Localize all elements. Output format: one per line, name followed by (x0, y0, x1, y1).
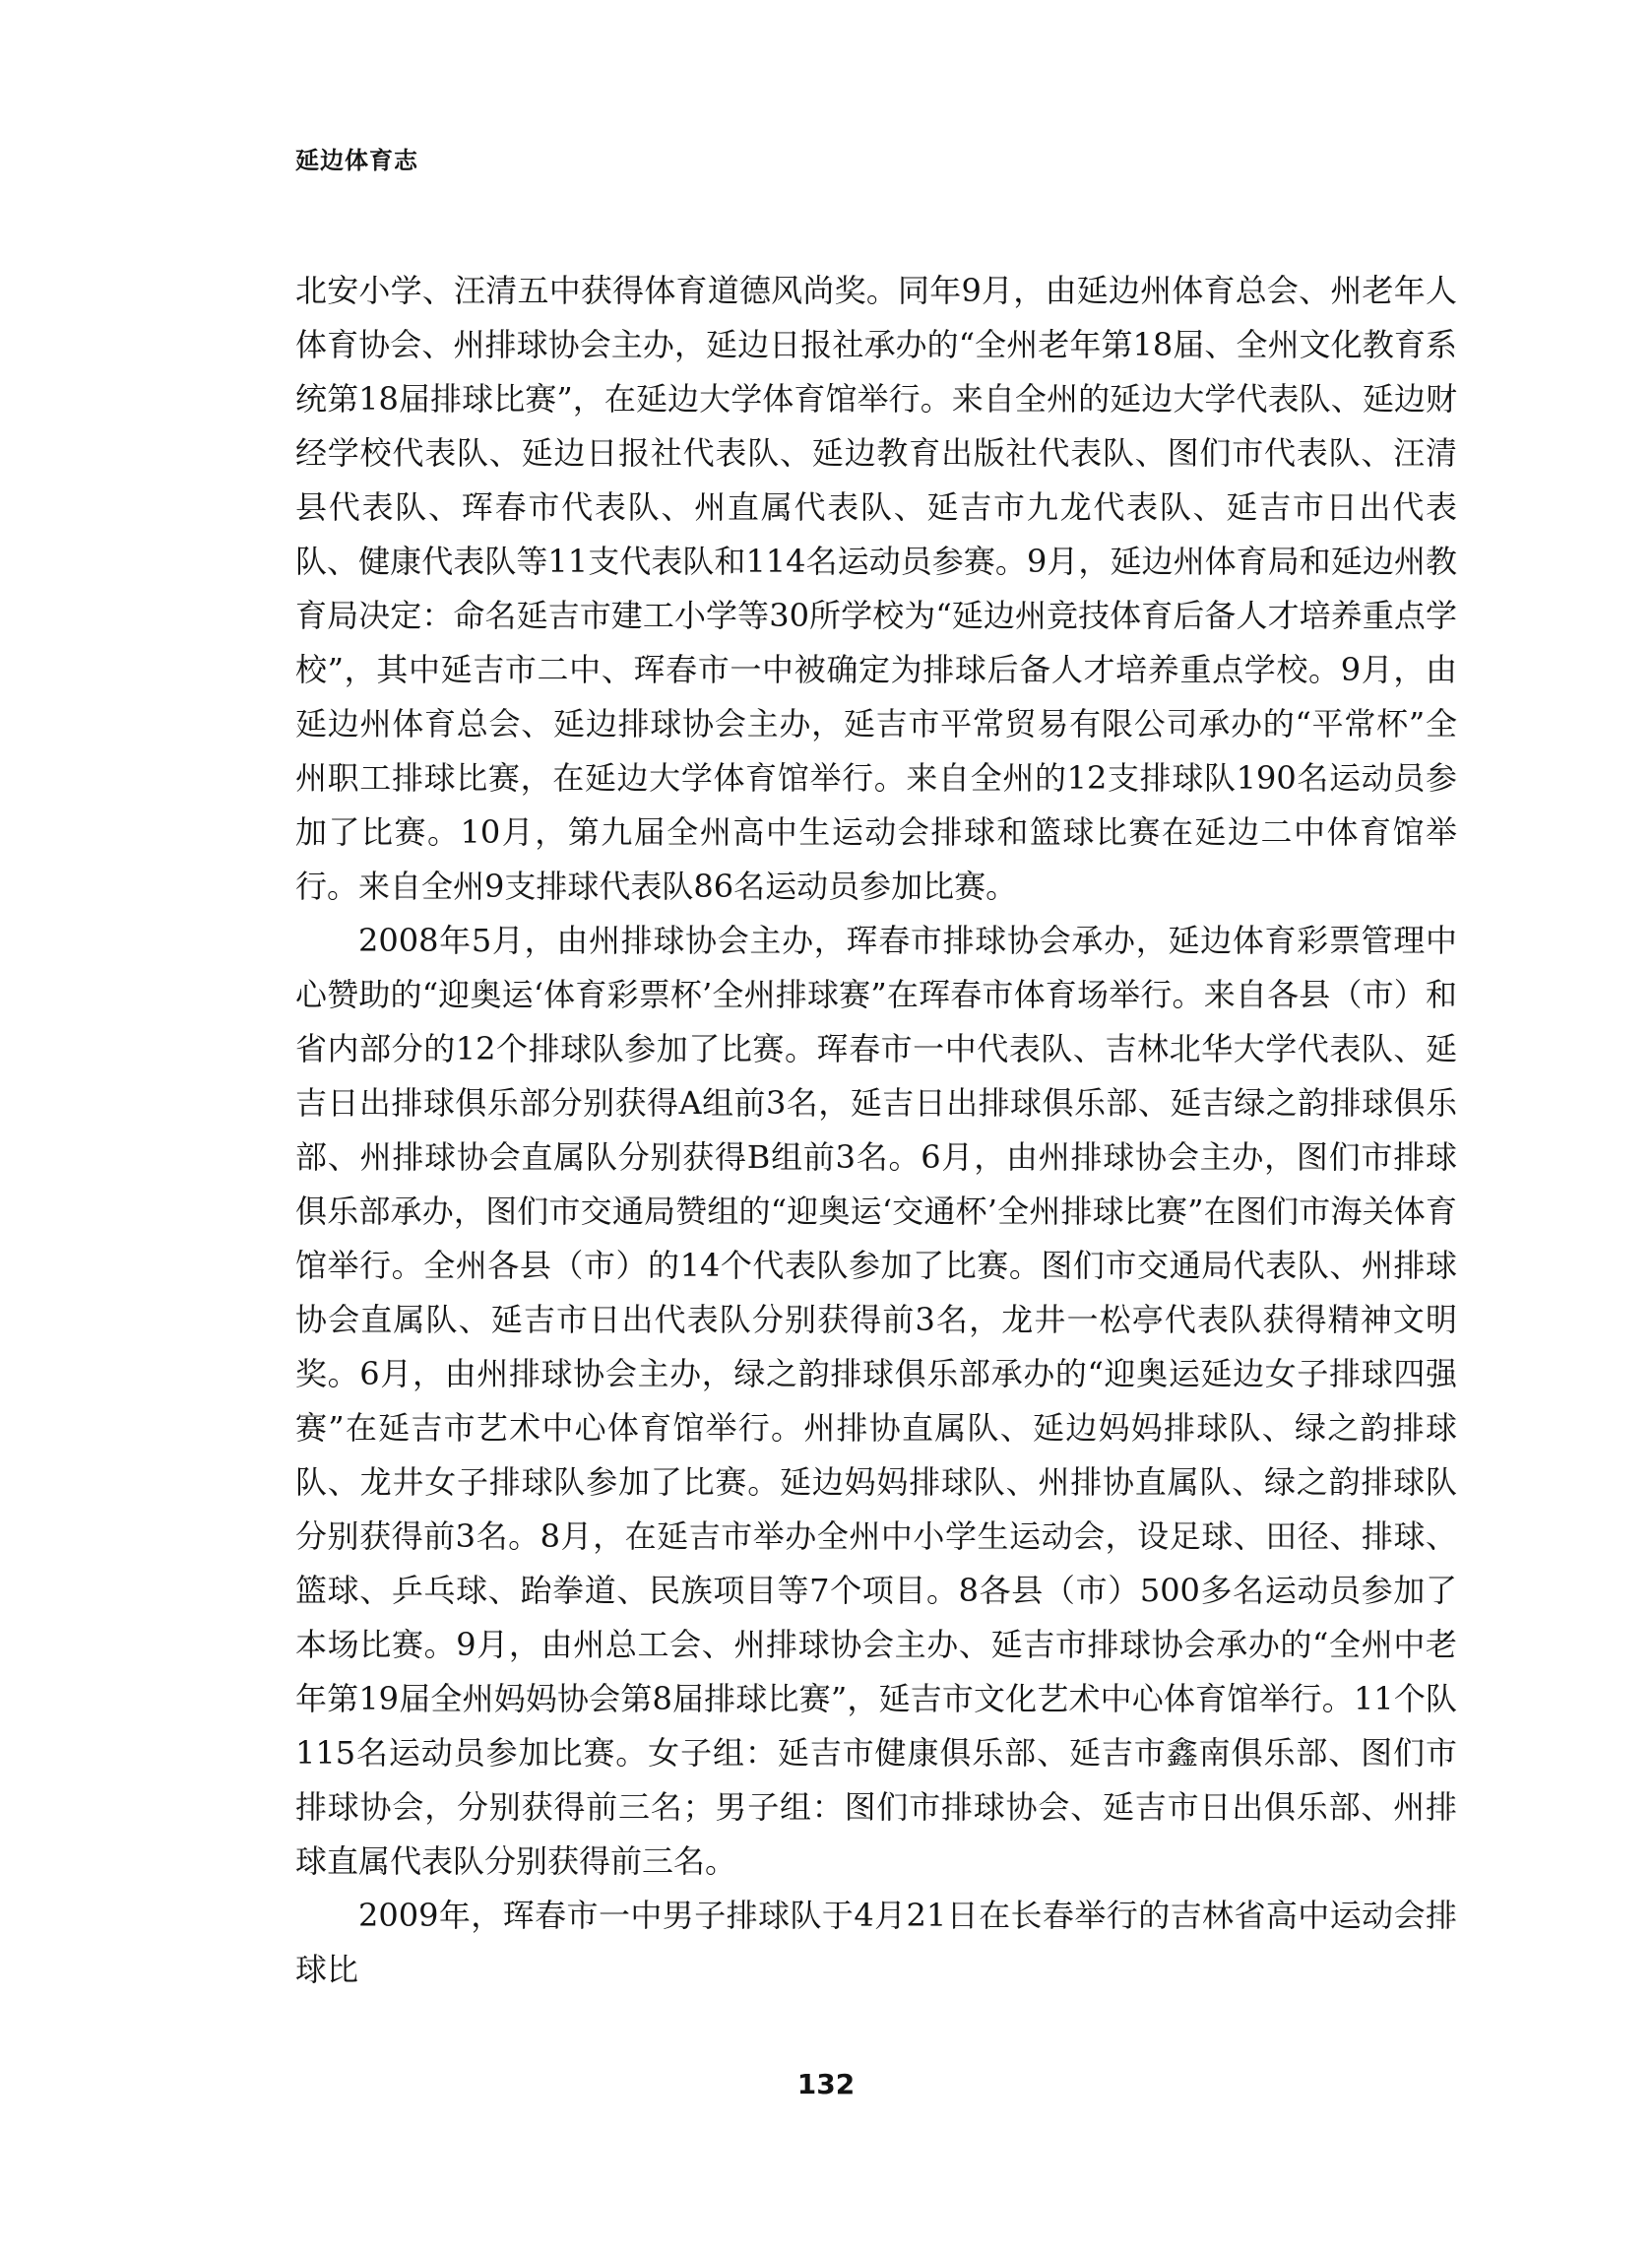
paragraph-2009: 2009年，珲春市一中男子排球队于4月21日在长春举行的吉林省高中运动会排球比 (295, 1897, 1457, 1988)
paragraph-2008: 2008年5月，由州排球协会主办，珲春市排球协会承办，延边体育彩票管理中心赞助的“迎奥运‘体育彩票杯’全州排球赛”在珲春市体育场举行。来自各县（市）和省内部分的12个排球队参加了比赛。珲春市一中代表队、吉林北华大学代表队、延吉日出排球俱乐部分别获得A组前3名，延吉日出排球俱乐部、延吉绿之韵排球俱乐部、州排球协会直属队分别获得B组前3名。6月，由州排球协会主办，图们市排球俱乐部承办，图们市交通局赞组的“迎奥运‘交通杯’全州排球比赛”在图们市海关体育馆举行。全州各县（市）的14个代表队参加了比赛。图们市交通局代表队、州排球协会直属队、延吉市日出代表队分别获得前3名，龙井一松亭代表队获得精神文明奖。6月，由州排球协会主办，绿之韵排球俱乐部承办的“迎奥运延边女子排球四强赛”在延吉市艺术中心体育馆举行。州排协直属队、延边妈妈排球队、绿之韵排球队、龙井女子排球队参加了比赛。延边妈妈排球队、州排协直属队、绿之韵排球队分别获得前3名。8月，在延吉市举办全州中小学生运动会，设足球、田径、排球、篮球、乒乓球、跆拳道、民族项目等7个项目。8各县（市）500多名运动员参加了本场比赛。9月，由州总工会、州排球协会主办、延吉市排球协会承办的“全州中老年第19届全州妈妈协会第8届排球比赛”，延吉市文化艺术中心体育馆举行。11个队115名运动员参加比赛。女子组：延吉市健康俱乐部、延吉市鑫南俱乐部、图们市排球协会，分别获得前三名；男子组：图们市排球协会、延吉市日出俱乐部、州排球直属代表队分别获得前三名。 (295, 922, 1457, 1880)
body-text (295, 264, 1457, 1997)
page-number: 132 (796, 2068, 856, 2100)
paragraph-continued: 北安小学、汪清五中获得体育道德风尚奖。同年9月，由延边州体育总会、州老年人体育协会、州排球协会主办，延边日报社承办的“全州老年第18届、全州文化教育系统第18届排球比赛”，在延边大学体育馆举行。来自全州的延边大学代表队、延边财经学校代表队、延边日报社代表队、延边教育出版社代表队、图们市代表队、汪清县代表队、珲春市代表队、州直属代表队、延吉市九龙代表队、延吉市日出代表队、健康代表队等11支代表队和114名运动员参赛。9月，延边州体育局和延边州教育局决定：命名延吉市建工小学等30所学校为“延边州竞技体育后备人才培养重点学校”，其中延吉市二中、珲春市一中被确定为排球后备人才培养重点学校。9月，由延边州体育总会、延边排球协会主办，延吉市平常贸易有限公司承办的“平常杯”全州职工排球比赛，在延边大学体育馆举行。来自全州的12支排球队190名运动员参加了比赛。10月，第九届全州高中生运动会排球和篮球比赛在延边二中体育馆举行。来自全州9支排球代表队86名运动员参加比赛。 (295, 272, 1457, 905)
running-header-title: 延边体育志 (295, 147, 418, 174)
